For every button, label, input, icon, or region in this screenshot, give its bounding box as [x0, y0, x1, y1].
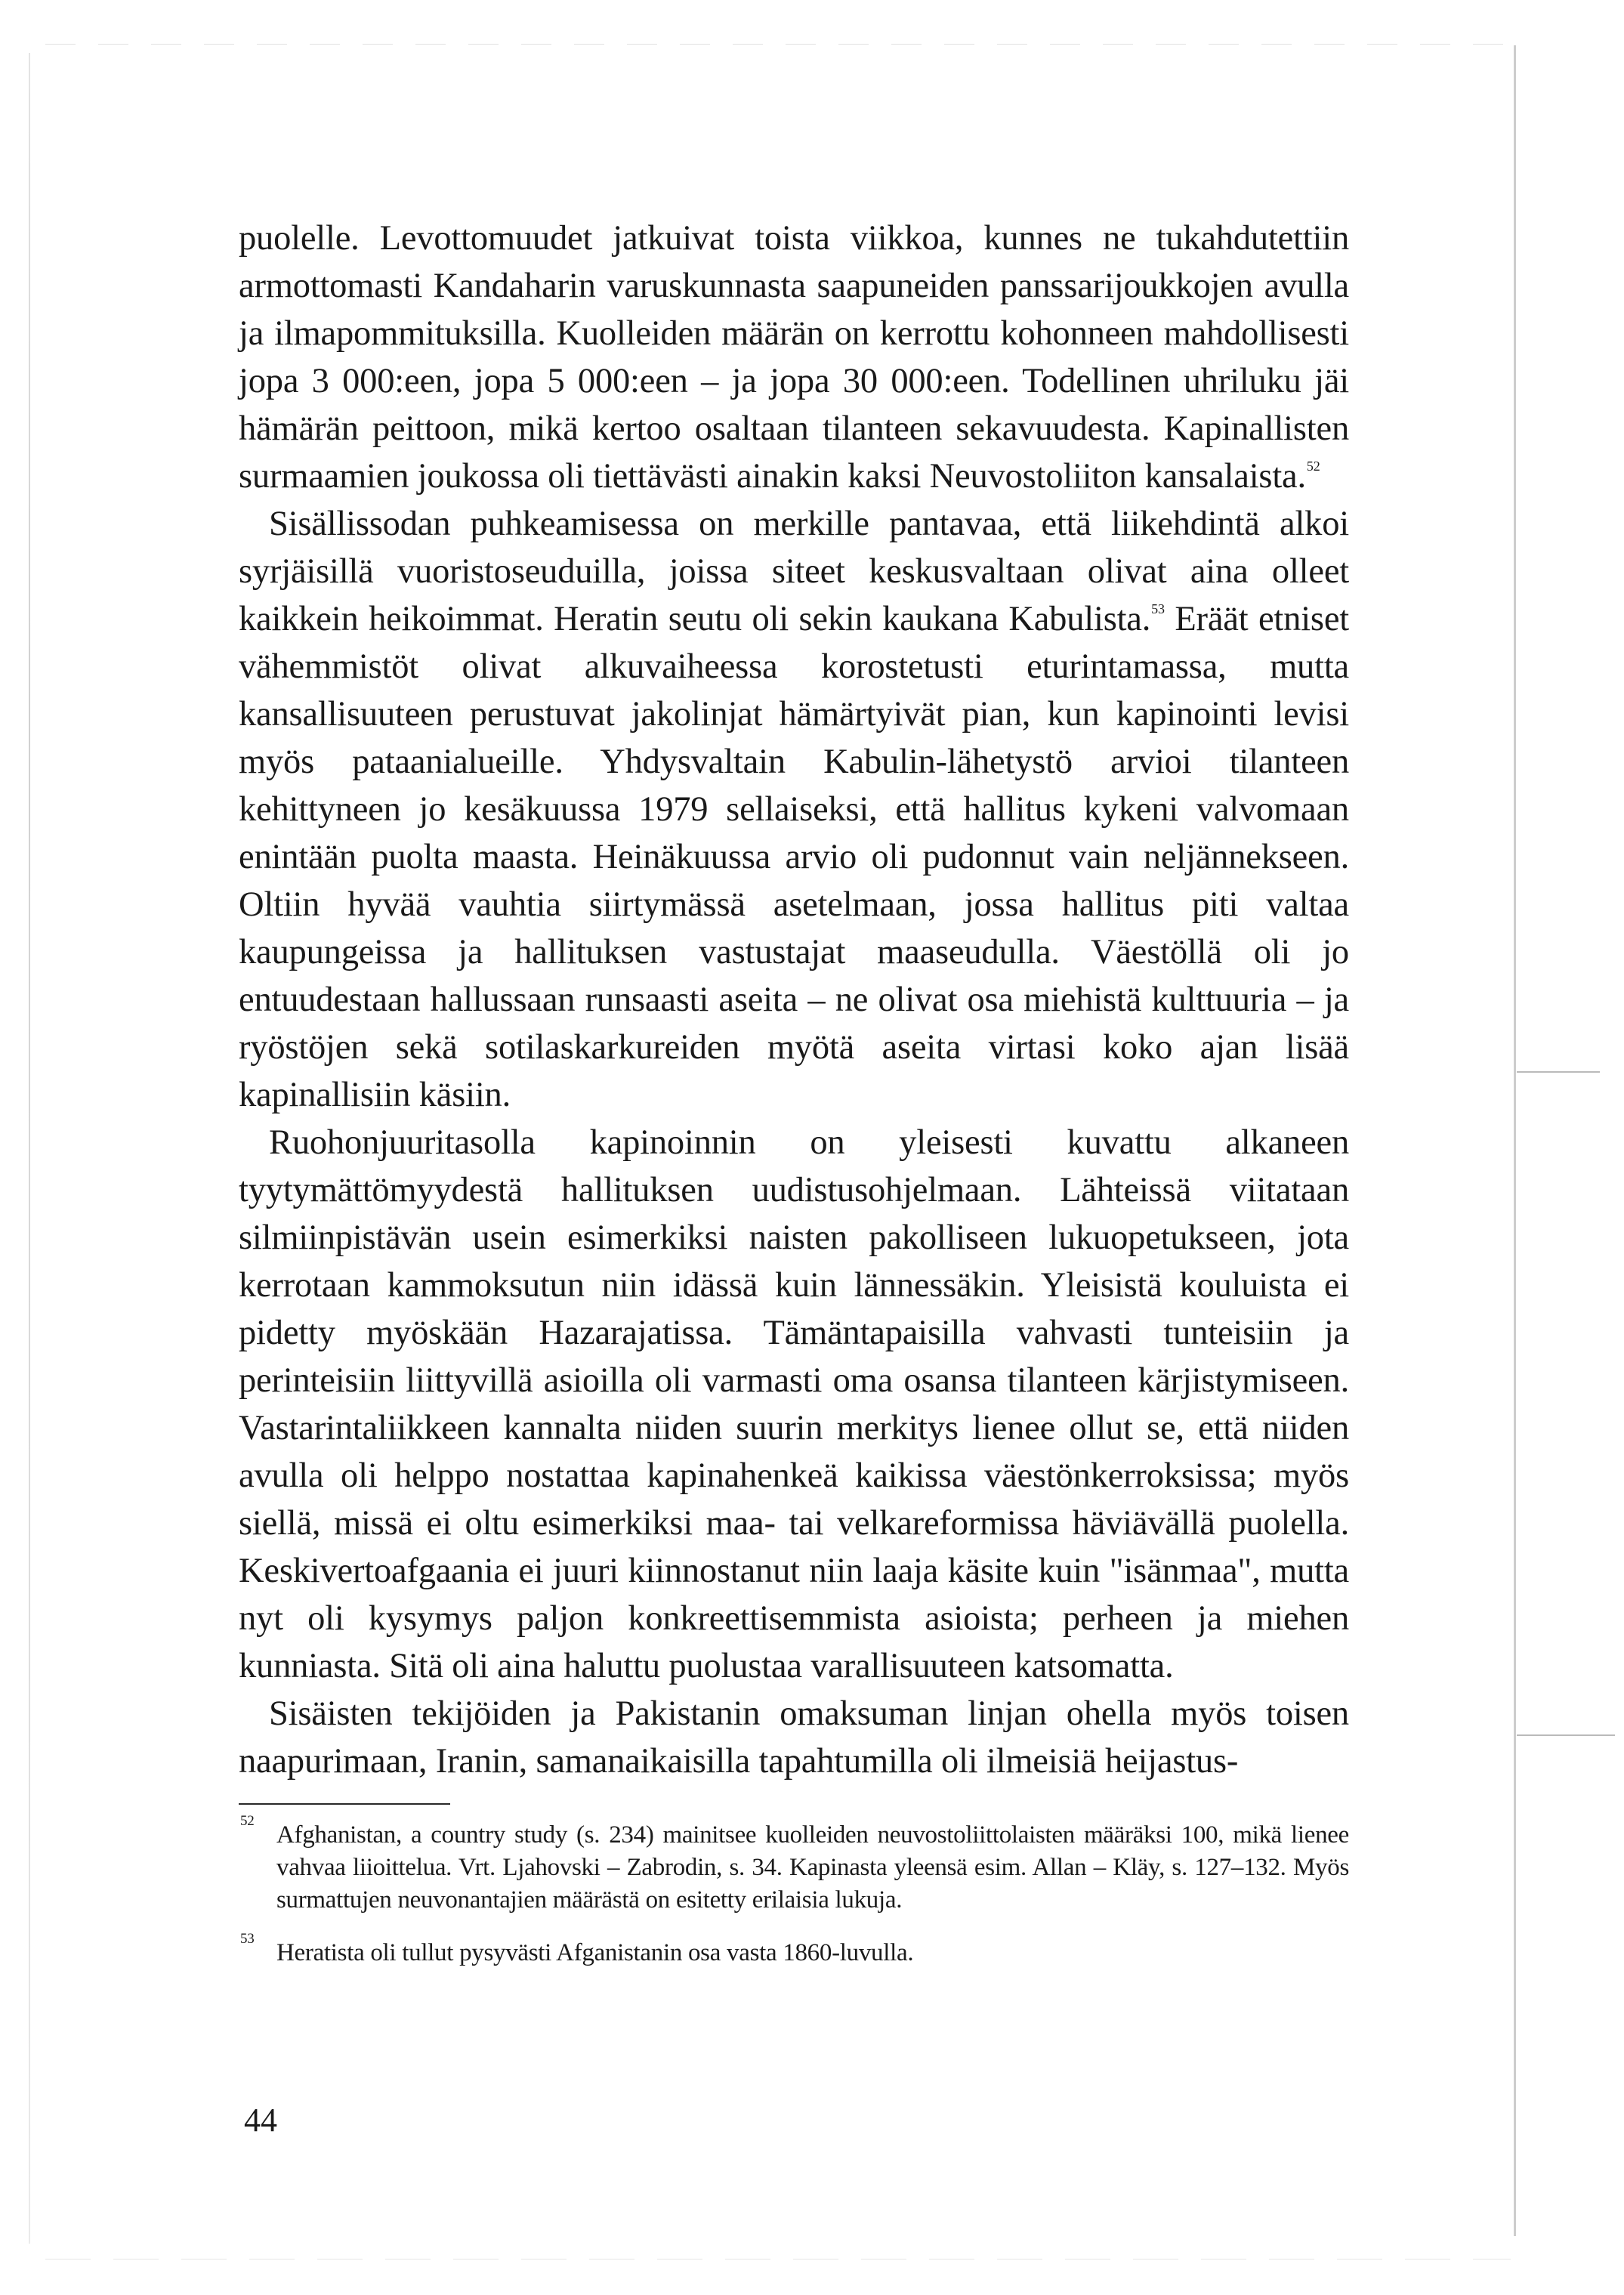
footnote-reference: 52	[1306, 459, 1320, 474]
paragraph-text-continued: Eräät etniset vähemmistöt olivat alkuvaiheessa korostetusti eturintamassa, mutta kansallisuuteen perustuvat jakolinjat hämärtyivät pian, kun kapinointi levisi myös pataanialueille. Yhdysvaltain Kabulin-lähetystö arvioi tilanteen kehittyneen jo kesäkuussa 1979 sellaiseksi, että hallitus kykeni valvomaan enintään puolta maasta. Heinäkuussa arvio oli pudonnut vain neljännekseen. Oltiin hyvää vauhtia siirtymässä asetelmaan, jossa hallitus piti valtaa kaupungeissa ja hallituksen vastustajat maaseudulla. Väestöllä oli jo entuudestaan hallussaan runsaasti aseita – ne olivat osa miehistä kulttuuria – ja ryöstöjen sekä sotilaskarkureiden myötä aseita virtasi koko ajan lisää kapinallisiin käsiin.	[239, 600, 1349, 1114]
page-number: 44	[244, 2102, 277, 2139]
scan-edge-right	[1514, 45, 1516, 2236]
page-body	[239, 215, 1349, 1785]
scan-edge-left	[29, 53, 30, 2244]
footnote-number: 52	[240, 1813, 255, 1829]
scan-mark	[1517, 1071, 1600, 1073]
body-paragraph	[239, 215, 1349, 500]
footnote-separator	[239, 1803, 450, 1805]
body-paragraph	[239, 1119, 1349, 1690]
scan-edge-top	[45, 44, 1511, 45]
paragraph-text: Sisäisten tekijöiden ja Pakistanin omaksuman linjan ohella myös toisen naapurimaan, Iranin, samanaikaisilla tapahtumilla oli ilmeisiä heijastus-	[239, 1694, 1349, 1781]
footnote-text: Heratista oli tullut pysyvästi Afganistanin osa vasta 1860-luvulla.	[276, 1939, 914, 1966]
paragraph-text: puolelle. Levottomuudet jatkuivat toista viikkoa, kunnes ne tukahdutettiin armottomasti Kandaharin varuskunnasta saapuneiden panssarijoukkojen avulla ja ilmapommituksilla. Kuolleiden määrän on kerrottu kohonneen mahdollisesti jopa 3 000:een, jopa 5 000:een – ja jopa 30 000:een. Todellinen uhriluku jäi hämärän peittoon, mikä kertoo osaltaan tilanteen sekavuudesta. Kapinallisten surmaamien joukossa oli tiettävästi ainakin kaksi Neuvostoliiton kansalaista.	[239, 219, 1349, 496]
footnote	[239, 1931, 1349, 1969]
paragraph-text: Sisällissodan puhkeamisessa on merkille pantavaa, että liikehdintä alkoi syrjäisillä vuoristoseuduilla, joissa siteet keskusvaltaan olivat aina olleet kaikkein heikoimmat. Heratin seutu oli sekin kaukana Kabulista.	[239, 505, 1349, 638]
footnote-number: 53	[240, 1931, 255, 1947]
footnotes	[239, 1813, 1349, 1990]
footnote-text: Afghanistan, a country study (s. 234) mainitsee kuolleiden neuvostoliittolaisten määräksi 100, mikä lienee vahvaa liioittelua. Vrt. Ljahovski – Zabrodin, s. 34. Kapinasta yleensä esim. Allan – Kläy, s. 127–132. Myös surmattujen neuvonantajien määrästä on esitetty erilaisia lukuja.	[276, 1821, 1349, 1914]
body-paragraph	[239, 1690, 1349, 1785]
paragraph-text: Ruohonjuuritasolla kapinoinnin on yleisesti kuvattu alkaneen tyytymättömyydestä hallituksen uudistusohjelmaan. Lähteissä viitataan silmiinpistävän usein esimerkiksi naisten pakolliseen lukuopetukseen, jota kerrotaan kammoksutun niin idässä kuin lännessäkin. Yleisistä kouluista ei pidetty myöskään Hazarajatissa. Tämäntapaisilla vahvasti tunteisiin ja perinteisiin liittyvillä asioilla oli varmasti oma osansa tilanteen kärjistymiseen. Vastarintaliikkeen kannalta niiden suurin merkitys lienee ollut se, että niiden avulla oli helppo nostattaa kapinahenkeä kaikissa väestönkerroksissa; myös siellä, missä ei oltu esimerkiksi maa- tai velkareformissa häviävällä puolella. Keskivertoafgaania ei juuri kiinnostanut niin laaja käsite kuin "isänmaa", mutta nyt oli kysymys paljon konkreettisemmista asioista; perheen ja miehen kunniasta. Sitä oli aina haluttu puolustaa varallisuuteen katsomatta.	[239, 1123, 1349, 1685]
footnote	[239, 1813, 1349, 1917]
scan-mark	[1517, 1734, 1615, 1736]
body-paragraph	[239, 500, 1349, 1119]
footnote-reference: 53	[1151, 601, 1165, 616]
